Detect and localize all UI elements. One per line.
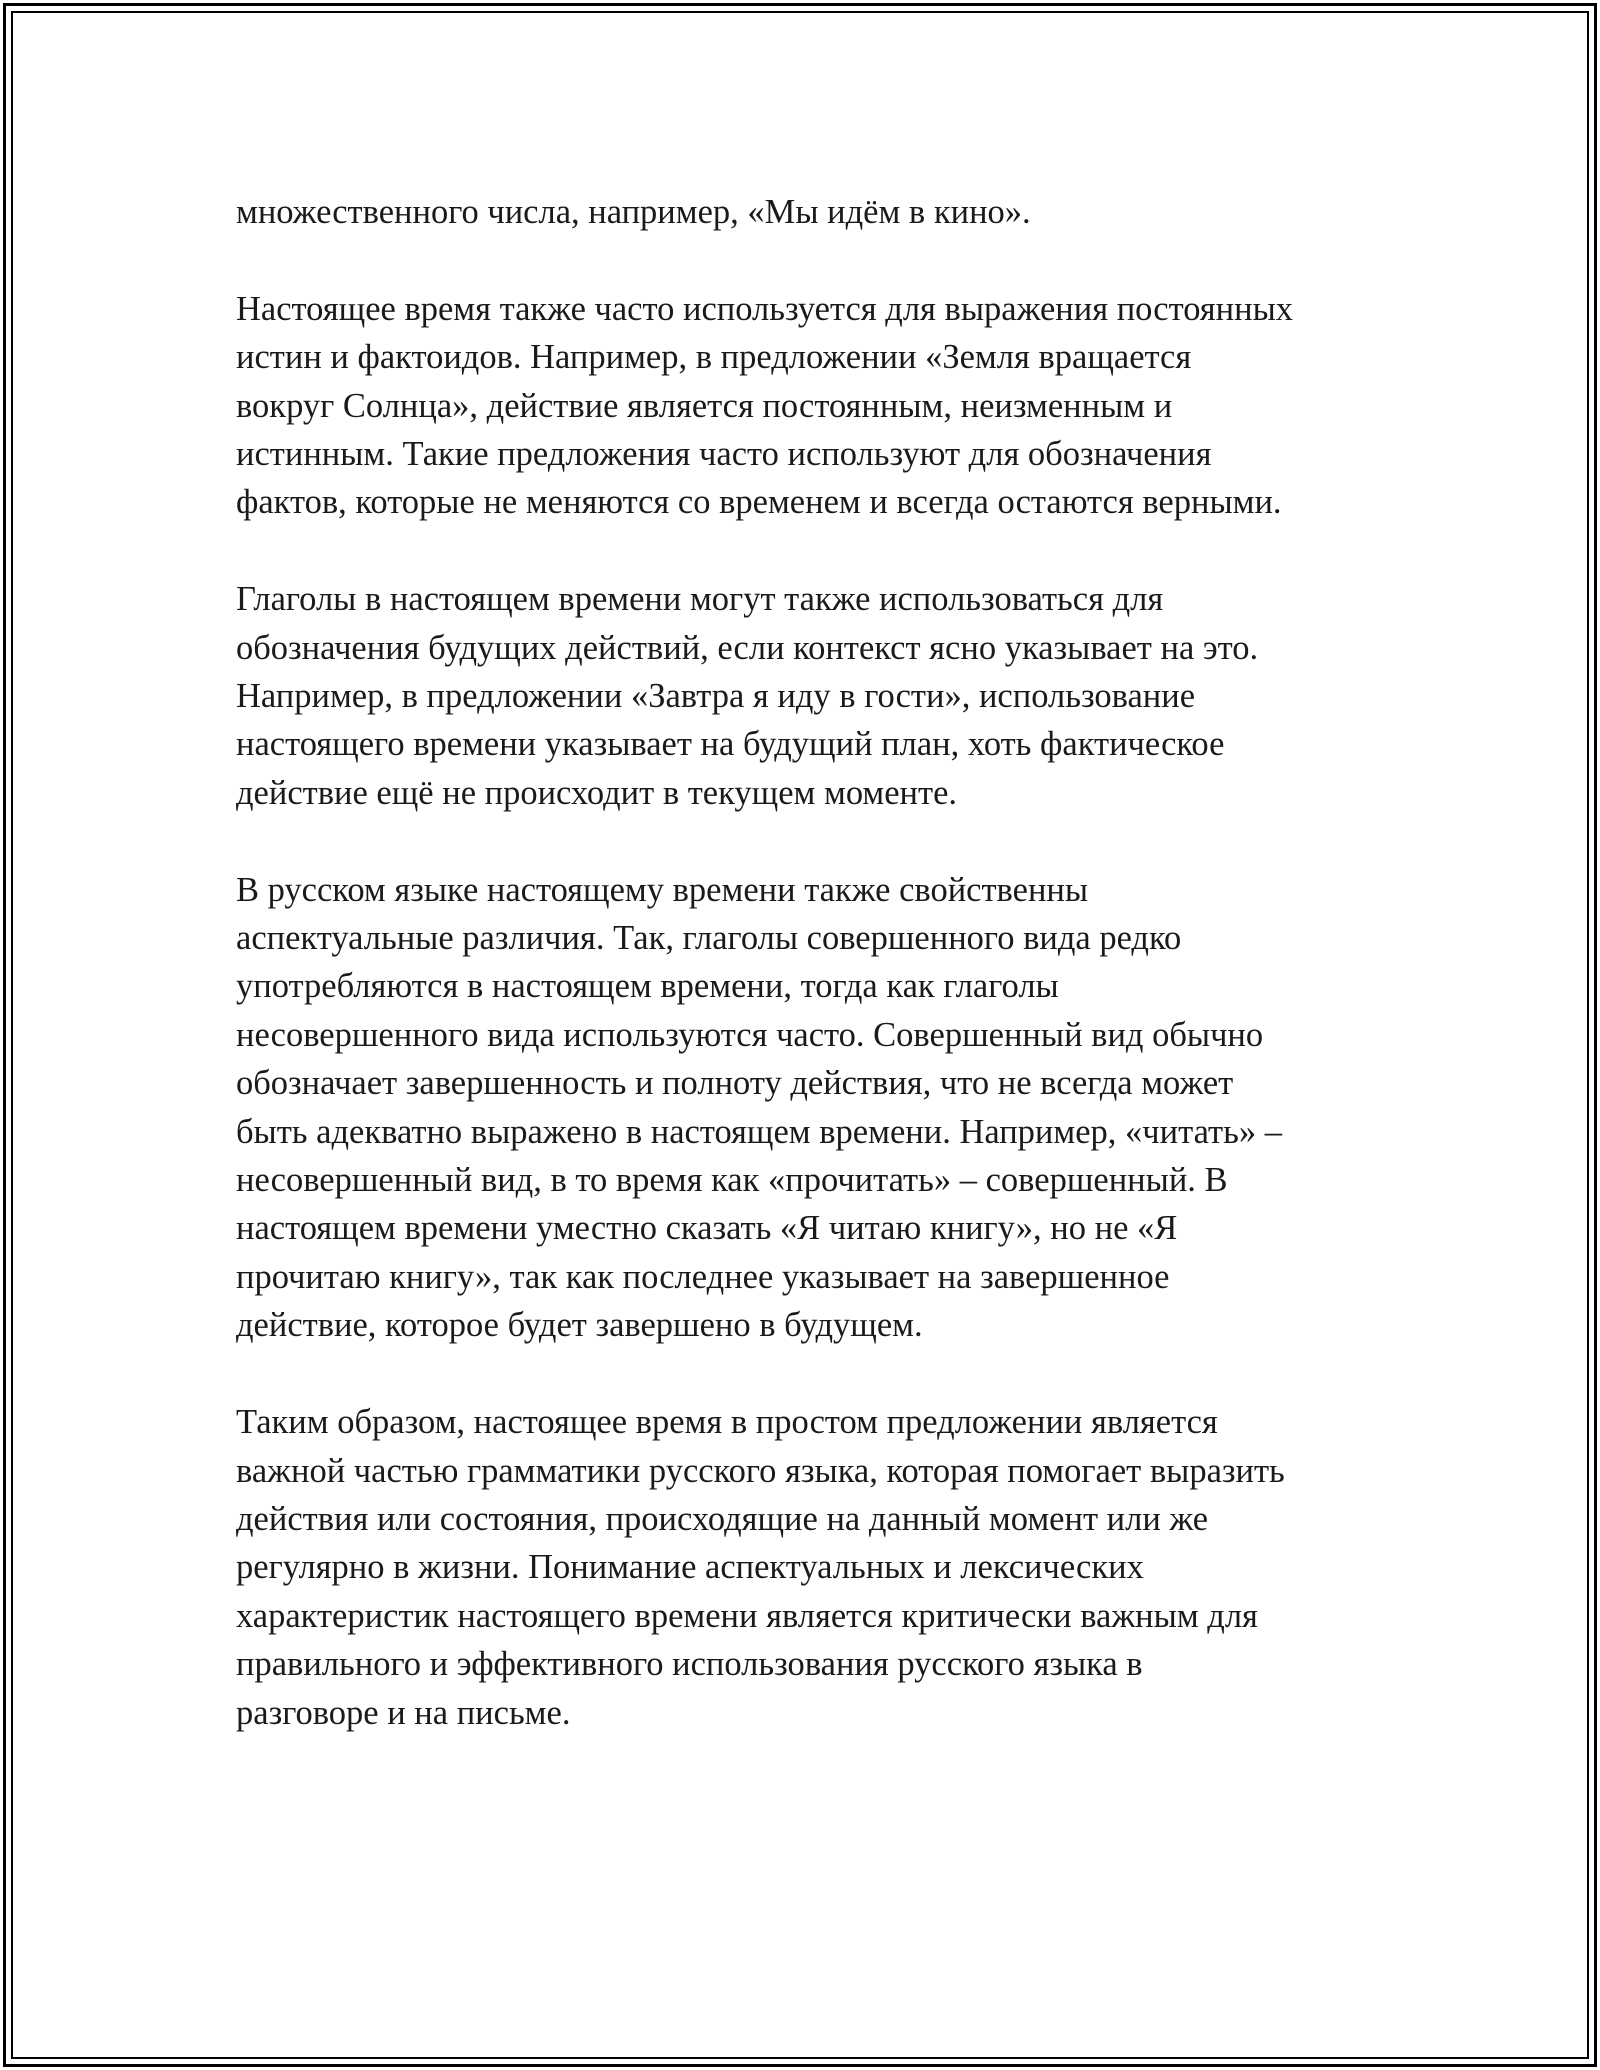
text-line: настоящем времени уместно сказать «Я читаю книгу», но не «Я: [236, 1209, 1178, 1248]
text-line: разговоре и на письме.: [236, 1693, 571, 1732]
text-line: настоящего времени указывает на будущий план, хоть фактическое: [236, 725, 1225, 764]
text-line: Таким образом, настоящее время в простом предложении является: [236, 1403, 1218, 1442]
paragraph-2: [236, 285, 1416, 527]
text-line: регулярно в жизни. Понимание аспектуальных и лексических: [236, 1548, 1144, 1587]
text-line: характеристик настоящего времени является критически важным для: [236, 1596, 1258, 1635]
document-body: [236, 188, 1416, 1785]
text-line: обозначает завершенность и полноту действия, что не всегда может: [236, 1064, 1234, 1103]
text-line: действие, которое будет завершено в будущем.: [236, 1306, 923, 1345]
text-line: несовершенный вид, в то время как «прочитать» – совершенный. В: [236, 1161, 1228, 1200]
text-line: Глаголы в настоящем времени могут также использоваться для: [236, 580, 1164, 619]
text-line: фактов, которые не меняются со временем и всегда остаются верными.: [236, 483, 1282, 522]
text-line: аспектуальные различия. Так, глаголы совершенного вида редко: [236, 919, 1182, 958]
text-line: важной частью грамматики русского языка, которая помогает выразить: [236, 1451, 1285, 1490]
text-line: действия или состояния, происходящие на данный момент или же: [236, 1499, 1209, 1538]
text-line: В русском языке настоящему времени также свойственны: [236, 870, 1089, 909]
text-line: Настоящее время также часто используется для выражения постоянных: [236, 289, 1294, 328]
text-line: прочитаю книгу», так как последнее указывает на завершенное: [236, 1257, 1170, 1296]
text-line: обозначения будущих действий, если контекст ясно указывает на это.: [236, 628, 1259, 667]
text-line: Например, в предложении «Завтра я иду в гости», использование: [236, 677, 1196, 716]
text-line: истинным. Такие предложения часто используют для обозначения: [236, 435, 1212, 474]
paragraph-3: [236, 575, 1416, 817]
paragraph-4: [236, 866, 1416, 1350]
paragraph-5: [236, 1398, 1416, 1737]
text-line: употребляются в настоящем времени, тогда как глаголы: [236, 967, 1059, 1006]
text-line: правильного и эффективного использования русского языка в: [236, 1645, 1143, 1684]
paragraph-1: [236, 188, 1416, 236]
text-line: вокруг Солнца», действие является постоянным, неизменным и: [236, 386, 1173, 425]
text-line: несовершенного вида используются часто. Совершенный вид обычно: [236, 1015, 1264, 1054]
text-line: множественного числа, например, «Мы идём в кино».: [236, 193, 1031, 231]
text-line: быть адекватно выражено в настоящем времени. Например, «читать» –: [236, 1112, 1282, 1151]
text-line: действие ещё не происходит в текущем моменте.: [236, 773, 958, 812]
text-line: истин и фактоидов. Например, в предложении «Земля вращается: [236, 338, 1192, 377]
